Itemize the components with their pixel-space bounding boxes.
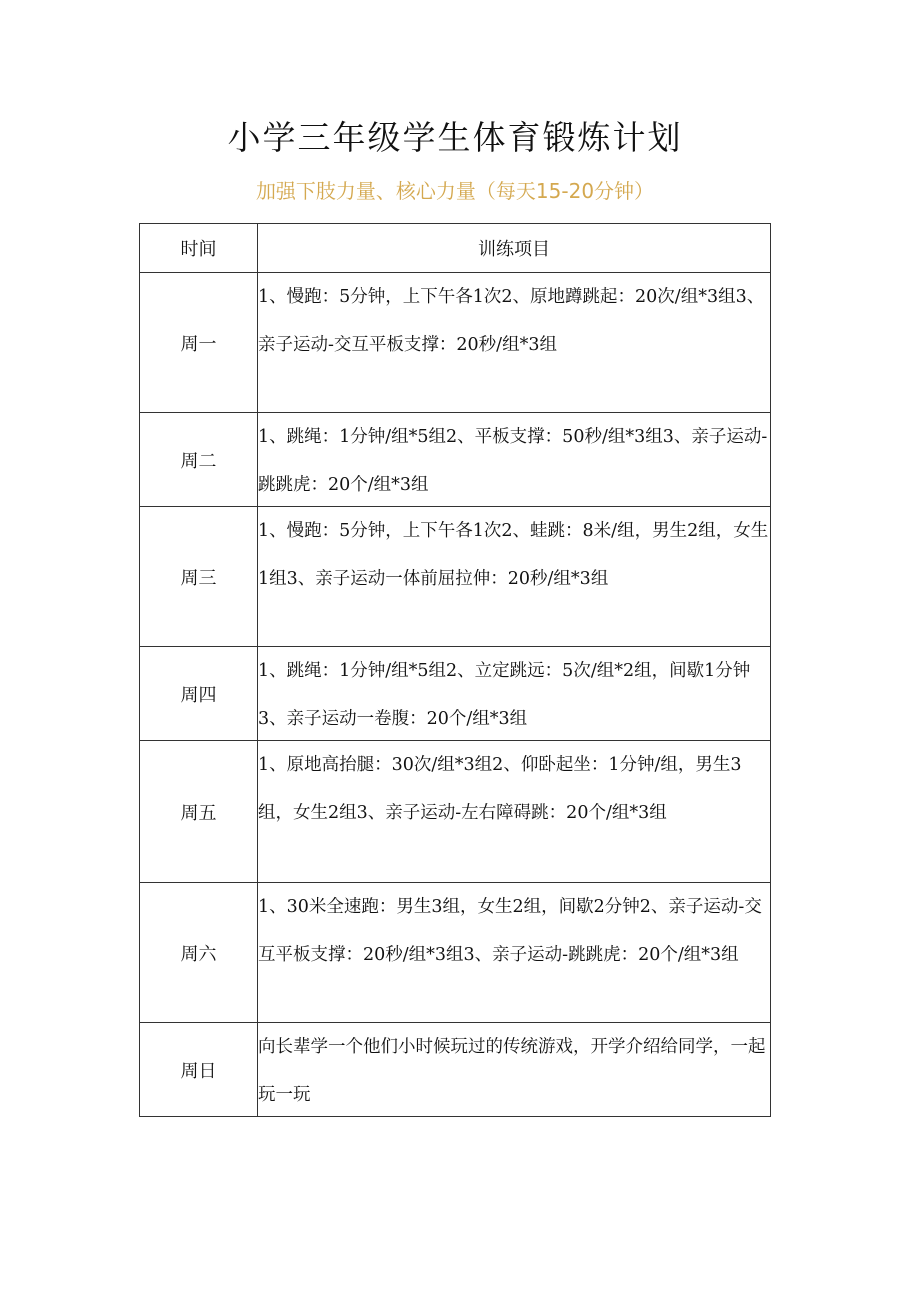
content-cell: [258, 647, 771, 741]
content-text: 1、跳绳：1分钟/组*5组2、平板支撑：50秒/组*3组3、亲子运动-跳跳虎：20个/组*3组: [258, 427, 768, 495]
table-header-row: [140, 224, 771, 273]
content-text: 向长辈学一个他们小时候玩过的传统游戏，开学介绍给同学，一起玩一玩: [258, 1037, 766, 1105]
document-subtitle: 加强下肢力量、核心力量（每天15-20分钟）: [255, 179, 655, 203]
content-cell: [258, 413, 771, 507]
table-row: [140, 413, 771, 507]
day-cell: 周一: [140, 273, 258, 413]
document-title: 小学三年级学生体育锻炼计划: [227, 118, 683, 157]
table-row: [140, 883, 771, 1023]
content-text: 1、慢跑：5分钟，上下午各1次2、原地蹲跳起：20次/组*3组3、亲子运动-交互平板支撑：20秒/组*3组: [258, 287, 765, 355]
content-cell: [258, 883, 771, 1023]
content-text: 1、慢跑：5分钟，上下午各1次2、蛙跳：8米/组，男生2组，女生1组3、亲子运动一体前屈拉伸：20秒/组*3组: [258, 521, 769, 589]
content-cell: [258, 1023, 771, 1117]
table-row: [140, 1023, 771, 1117]
content-cell: [258, 741, 771, 883]
day-cell: 周四: [140, 647, 258, 741]
training-plan-table: [139, 223, 771, 1117]
table-row: [140, 647, 771, 741]
content-text: 1、30米全速跑：男生3组，女生2组，间歇2分钟2、亲子运动-交互平板支撑：20秒/组*3组3、亲子运动-跳跳虎：20个/组*3组: [258, 897, 762, 965]
day-cell: 周五: [140, 741, 258, 883]
content-cell: [258, 507, 771, 647]
day-cell: 周三: [140, 507, 258, 647]
table-row: [140, 741, 771, 883]
content-text: 1、跳绳：1分钟/组*5组2、立定跳远：5次/组*2组，间歇1分钟3、亲子运动一卷腹：20个/组*3组: [258, 661, 751, 729]
content-text: 1、原地高抬腿：30次/组*3组2、仰卧起坐：1分钟/组，男生3组，女生2组3、亲子运动-左右障碍跳：20个/组*3组: [258, 755, 742, 823]
day-cell: 周二: [140, 413, 258, 507]
table-row: [140, 507, 771, 647]
day-cell: 周日: [140, 1023, 258, 1117]
table-row: [140, 273, 771, 413]
content-cell: [258, 273, 771, 413]
header-training-items: 训练项目: [258, 224, 771, 273]
header-time: 时间: [140, 224, 258, 273]
day-cell: 周六: [140, 883, 258, 1023]
